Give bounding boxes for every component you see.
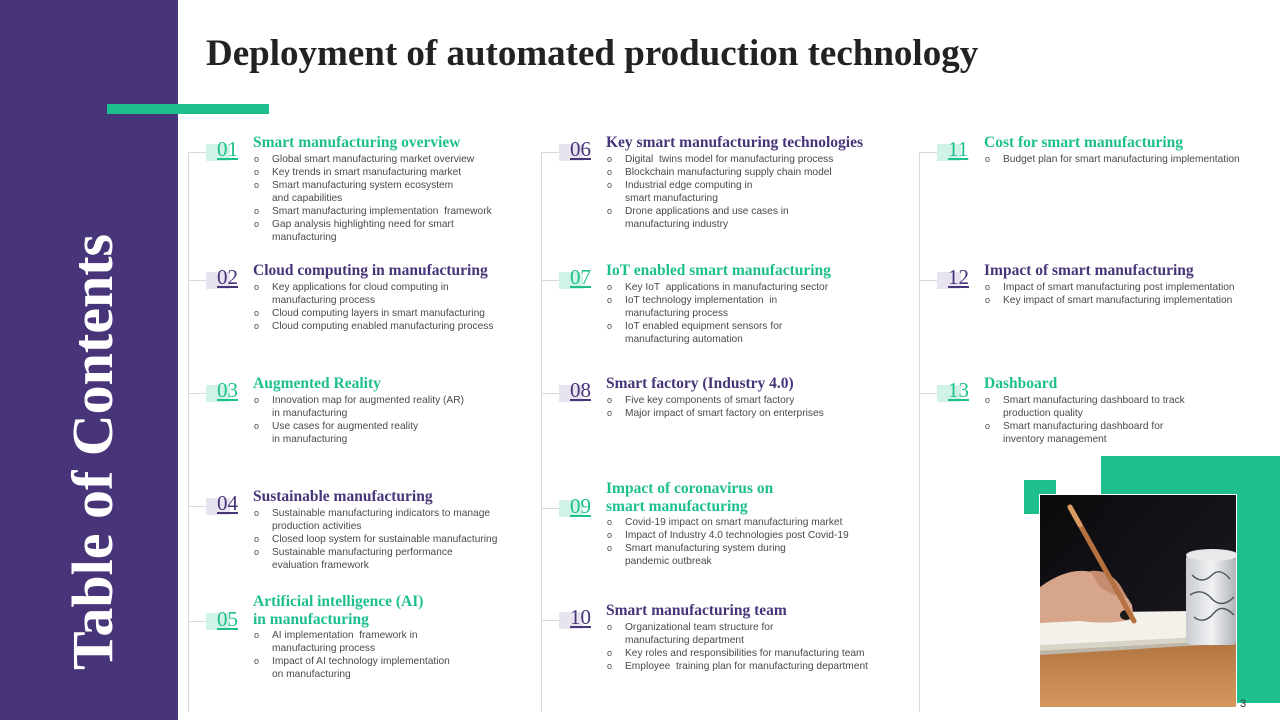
section-title [606, 134, 863, 152]
list-item [254, 507, 497, 533]
section-title [984, 262, 1194, 280]
list-item [254, 166, 492, 179]
bullet-icon: o [254, 308, 260, 318]
list-item-text: Covid-19 impact on smart manufacturing market [625, 517, 843, 528]
bullet-icon: o [985, 295, 991, 305]
bullet-icon: o [607, 661, 613, 671]
list-item-text: Key impact of smart manufacturing implementation [1003, 295, 1233, 306]
list-item-text: Gap analysis highlighting need for smart manufacturing [272, 219, 454, 243]
section-number: 04 [217, 491, 238, 515]
list-item [607, 516, 849, 529]
list-item [607, 394, 824, 407]
bullet-icon: o [985, 421, 991, 431]
section-title-line: Smart manufacturing team [606, 602, 787, 619]
bullet-icon: o [254, 547, 260, 557]
list-item [985, 394, 1185, 420]
list-item-text: Innovation map for augmented reality (AR) in manufacturing [272, 395, 464, 419]
section-title-line: smart manufacturing [606, 498, 748, 515]
bullet-icon: o [985, 282, 991, 292]
list-item-text: Impact of smart manufacturing post implementation [1003, 282, 1235, 293]
list-item-text: IoT technology implementation in manufacturing process [625, 295, 778, 319]
section-item-list [607, 281, 828, 346]
section-item-list [254, 629, 450, 681]
section-title [606, 262, 831, 280]
section-title-line: Augmented Reality [253, 375, 381, 392]
list-item-text: Sustainable manufacturing indicators to manage production activities [272, 508, 491, 532]
list-item-text: Industrial edge computing in smart manufacturing [625, 180, 753, 204]
section-number: 05 [217, 607, 238, 631]
section-title [253, 593, 423, 629]
list-item [254, 179, 492, 205]
section-item-list [607, 516, 849, 568]
bullet-icon: o [607, 295, 613, 305]
list-item [254, 420, 464, 446]
section-title-line: Smart manufacturing overview [253, 134, 461, 151]
bullet-icon: o [254, 630, 260, 640]
section-title [253, 134, 461, 152]
section-number: 07 [570, 265, 591, 289]
bullet-icon: o [607, 648, 613, 658]
section-title [606, 602, 787, 620]
section-number: 09 [570, 494, 591, 518]
list-item [607, 647, 868, 660]
section-title-line: Key smart manufacturing technologies [606, 134, 864, 151]
list-item-text: Smart manufacturing dashboard to track production quality [1003, 395, 1185, 419]
bullet-icon: o [254, 206, 260, 216]
list-item-text: Major impact of smart factory on enterprises [625, 408, 824, 419]
bullet-icon: o [254, 421, 260, 431]
bullet-icon: o [254, 534, 260, 544]
bullet-icon: o [607, 530, 613, 540]
section-number: 08 [570, 378, 591, 402]
section-number: 02 [217, 265, 238, 289]
bullet-icon: o [607, 408, 613, 418]
column-divider-2 [541, 152, 542, 712]
bullet-icon: o [607, 517, 613, 527]
list-item-text: Drone applications and use cases in manufacturing industry [625, 206, 789, 230]
section-title-line: Cloud computing in manufacturing [253, 262, 488, 279]
list-item [254, 655, 450, 681]
list-item-text: Smart manufacturing dashboard for inventory management [1003, 421, 1164, 445]
list-item [607, 281, 828, 294]
section-number: 01 [217, 137, 238, 161]
section-title-line: IoT enabled smart manufacturing [606, 262, 831, 279]
list-item [254, 281, 493, 307]
section-title-line: Smart factory (Industry 4.0) [606, 375, 794, 392]
list-item [254, 394, 464, 420]
bullet-icon: o [607, 321, 613, 331]
column-divider-3 [919, 152, 920, 712]
section-title [253, 375, 381, 393]
list-item [254, 153, 492, 166]
list-item [607, 529, 849, 542]
section-title [253, 262, 488, 280]
bullet-icon: o [607, 206, 613, 216]
list-item [254, 320, 493, 333]
list-item-text: Employee training plan for manufacturing department [625, 661, 868, 672]
bullet-icon: o [985, 154, 991, 164]
bullet-icon: o [607, 282, 613, 292]
list-item [607, 153, 833, 166]
list-item-text: Cloud computing layers in smart manufacturing [272, 308, 485, 319]
section-item-list [985, 153, 1240, 166]
bullet-icon: o [254, 395, 260, 405]
section-title [984, 134, 1183, 152]
section-item-list [254, 394, 464, 446]
list-item-text: Use cases for augmented reality in manufacturing [272, 421, 419, 445]
list-item [254, 629, 450, 655]
bullet-icon: o [254, 321, 260, 331]
list-item-text: Blockchain manufacturing supply chain model [625, 167, 832, 178]
section-title [984, 375, 1057, 393]
list-item-text: Key roles and responsibilities for manufacturing team [625, 648, 865, 659]
bullet-icon: o [985, 395, 991, 405]
list-item-text: AI implementation framework in manufacturing process [272, 630, 418, 654]
section-item-list [254, 281, 493, 333]
section-title-line: Artificial intelligence (AI) [253, 593, 424, 610]
list-item [254, 205, 492, 218]
bullet-icon: o [254, 180, 260, 190]
section-item-list [607, 394, 824, 420]
bullet-icon: o [607, 180, 613, 190]
section-number: 13 [948, 378, 969, 402]
section-title-line: Impact of coronavirus on [606, 480, 774, 497]
list-item-text: IoT enabled equipment sensors for manufacturing automation [625, 321, 783, 345]
list-item [607, 407, 824, 420]
list-item-text: Organizational team structure for manufacturing department [625, 622, 774, 646]
list-item [607, 166, 833, 179]
bullet-icon: o [254, 508, 260, 518]
bullet-icon: o [254, 167, 260, 177]
list-item [254, 307, 493, 320]
list-item [254, 218, 492, 244]
list-item [985, 281, 1235, 294]
section-number: 06 [570, 137, 591, 161]
list-item-text: Closed loop system for sustainable manufacturing [272, 534, 498, 545]
section-number: 10 [570, 605, 591, 629]
bullet-icon: o [254, 656, 260, 666]
list-item-text: Smart manufacturing system ecosystem and capabilities [272, 180, 454, 204]
section-title [606, 480, 773, 516]
list-item-text: Five key components of smart factory [625, 395, 795, 406]
list-item [607, 294, 828, 320]
list-item [985, 153, 1240, 166]
list-item-text: Sustainable manufacturing performance evaluation framework [272, 547, 453, 571]
bullet-icon: o [607, 154, 613, 164]
bullet-icon: o [607, 167, 613, 177]
list-item-text: Key trends in smart manufacturing market [272, 167, 462, 178]
section-title-line: Impact of smart manufacturing [984, 262, 1194, 279]
section-title [253, 488, 433, 506]
list-item [985, 294, 1235, 307]
list-item [985, 420, 1185, 446]
side-title: Table of Contents [60, 233, 125, 670]
list-item-text: Smart manufacturing system during pandemic outbreak [625, 543, 786, 567]
list-item-text: Impact of Industry 4.0 technologies post Covid-19 [625, 530, 849, 541]
section-item-list [254, 153, 492, 244]
list-item-text: Impact of AI technology implementation on manufacturing [272, 656, 450, 680]
section-number: 03 [217, 378, 238, 402]
bullet-icon: o [254, 219, 260, 229]
page-title: Deployment of automated production technology [206, 33, 979, 74]
list-item [607, 660, 868, 673]
bullet-icon: o [254, 282, 260, 292]
list-item-text: Cloud computing enabled manufacturing process [272, 321, 494, 332]
section-item-list [254, 507, 497, 572]
accent-bar [107, 104, 269, 114]
list-item [254, 533, 497, 546]
section-item-list [607, 621, 868, 673]
list-item [607, 542, 849, 568]
list-item [607, 621, 868, 647]
list-item-text: Budget plan for smart manufacturing implementation [1003, 154, 1240, 165]
list-item-text: Digital twins model for manufacturing process [625, 154, 834, 165]
page-number: 3 [1240, 698, 1247, 710]
bullet-icon: o [607, 543, 613, 553]
section-item-list [985, 394, 1185, 446]
column-divider-1 [188, 152, 189, 712]
section-item-list [607, 153, 833, 231]
list-item-text: Global smart manufacturing market overview [272, 154, 475, 165]
bullet-icon: o [254, 154, 260, 164]
section-title [606, 375, 794, 393]
list-item [607, 205, 833, 231]
section-title-line: Cost for smart manufacturing [984, 134, 1184, 151]
bullet-icon: o [607, 395, 613, 405]
writing-photo [1039, 494, 1237, 708]
section-number: 11 [948, 137, 969, 161]
list-item-text: Key applications for cloud computing in manufacturing process [272, 282, 449, 306]
list-item-text: Smart manufacturing implementation framework [272, 206, 492, 217]
list-item [607, 320, 828, 346]
section-title-line: in manufacturing [253, 611, 369, 628]
list-item [254, 546, 497, 572]
section-title-line: Sustainable manufacturing [253, 488, 433, 505]
bullet-icon: o [607, 622, 613, 632]
section-title-line: Dashboard [984, 375, 1058, 392]
list-item [607, 179, 833, 205]
section-number: 12 [948, 265, 969, 289]
section-item-list [985, 281, 1235, 307]
list-item-text: Key IoT applications in manufacturing sector [625, 282, 829, 293]
